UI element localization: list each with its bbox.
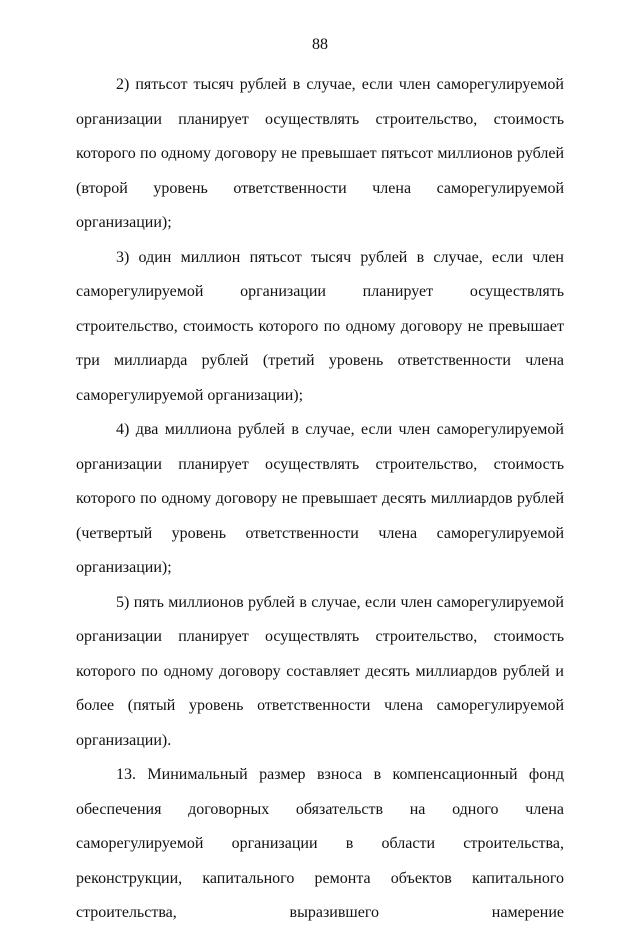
page-number: 88 xyxy=(312,36,328,53)
paragraph-item-3: 3) один миллион пятьсот тысяч рублей в случае, если член саморегулируемой организации планирует осуществлять строительство, стоимость которого по одному договору не превышает три миллиарда рублей (третий уровень ответственности члена саморегулируемой организации); xyxy=(76,248,564,404)
paragraph-section-13: 13. Минимальный размер взноса в компенсационный фонд обеспечения договорных обязательств на одного члена саморегулируемой организации в области строительства, реконструкции, капитального ремонта объектов капитального строительства, выразившего намерение xyxy=(76,766,564,921)
paragraph-item-2: 2) пятьсот тысяч рублей в случае, если член саморегулируемой организации планирует осуществлять строительство, стоимость которого по одному договору не превышает пятьсот миллионов рублей (второй уровень ответственности члена саморегулируемой организации); xyxy=(76,76,564,231)
paragraph-item-5: 5) пять миллионов рублей в случае, если член саморегулируемой организации планирует осуществлять строительство, стоимость которого по одному договору составляет десять миллиардов рублей и более (пятый уровень ответственности члена саморегулируемой организации). xyxy=(76,593,564,749)
document-body xyxy=(76,68,564,931)
paragraph-item-4: 4) два миллиона рублей в случае, если член саморегулируемой организации планирует осуществлять строительство, стоимость которого по одному договору не превышает десять миллиардов рублей (четвертый уровень ответственности члена саморегулируемой организации); xyxy=(76,421,564,576)
